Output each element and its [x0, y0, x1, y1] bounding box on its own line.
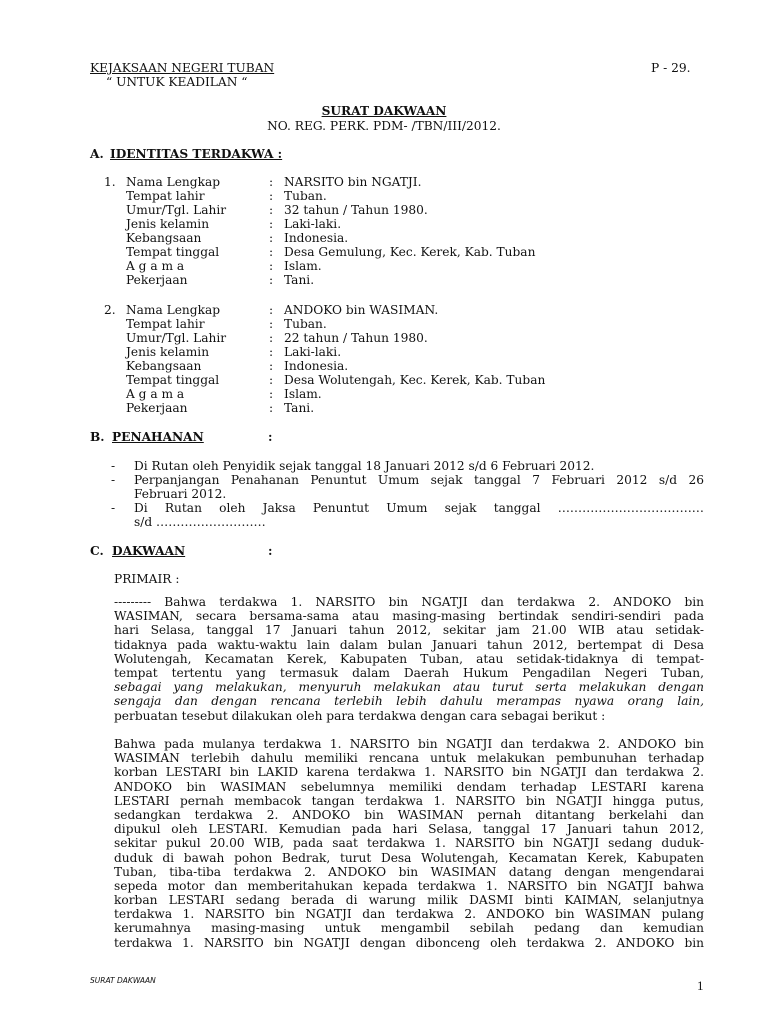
- field-colon: :: [269, 401, 274, 415]
- field-label: Nama Lengkap: [126, 303, 221, 317]
- list-bullet: -: [111, 501, 116, 515]
- paragraph-line: korban LESTARI bin LAKID karena terdakwa 1. NARSITO bin NGATJI dan terdakwa 2.: [114, 765, 704, 780]
- field-value: Indonesia.: [284, 359, 349, 373]
- form-code: P - 29.: [651, 61, 691, 75]
- office-motto: “ UNTUK KEADILAN “: [106, 75, 248, 89]
- field-value: ANDOKO bin WASIMAN.: [284, 303, 439, 317]
- field-label: Pekerjaan: [126, 401, 188, 415]
- detention-item: Perpanjangan Penahanan Penuntut Umum sejak tanggal 7 Februari 2012 s/d 26: [134, 473, 704, 487]
- section-a-letter: A.: [90, 147, 104, 161]
- field-label: Tempat lahir: [126, 189, 205, 203]
- office-name: KEJAKSAAN NEGERI TUBAN: [90, 61, 275, 75]
- paragraph-line: sebagai yang melakukan, menyuruh melakukan atau turut serta melakukan dengan: [114, 680, 704, 695]
- indictment-paragraph-1: [114, 595, 704, 723]
- paragraph-line: korban LESTARI sedang berada di warung milik DASMI binti KAIMAN, selanjutnya: [114, 893, 704, 908]
- field-value: Tani.: [284, 273, 315, 287]
- field-colon: :: [269, 387, 274, 401]
- defendant-row: [0, 273, 768, 287]
- field-label: Umur/Tgl. Lahir: [126, 331, 227, 345]
- section-c-letter: C.: [90, 544, 104, 558]
- defendant-row: [0, 317, 768, 331]
- defendant-row: [0, 387, 768, 401]
- list-bullet: -: [111, 473, 116, 487]
- paragraph-line: kerumahnya masing-masing untuk mengambil sebilah pedang dan kemudian: [114, 921, 704, 936]
- detention-item: Di Rutan oleh Penyidik sejak tanggal 18 Januari 2012 s/d 6 Februari 2012.: [134, 459, 595, 473]
- defendant-number: 1.: [104, 175, 116, 189]
- section-c-colon: :: [268, 544, 273, 558]
- paragraph-line: tempat tertentu yang termasuk dalam Daerah Hukum Pengadilan Negeri Tuban,: [114, 665, 704, 680]
- paragraph-line: terdakwa 1. NARSITO bin NGATJI dan terdakwa 2. ANDOKO bin WASIMAN pulang: [114, 907, 704, 922]
- indictment-paragraph-2: [114, 737, 704, 950]
- paragraph-line: Wolutengah, Kecamatan Kerek, Kabupaten Tuban, atau setidak-tidaknya di tempat-: [114, 651, 704, 666]
- section-b-letter: B.: [90, 430, 105, 444]
- paragraph-line: hari Selasa, tanggal 17 Januari tahun 2012, sekitar jam 21.00 WIB atau setidak-: [114, 623, 704, 638]
- detention-item: Di Rutan oleh Jaksa Penuntut Umum sejak tanggal ………………………………: [134, 501, 704, 515]
- field-value: NARSITO bin NGATJI.: [284, 175, 422, 189]
- paragraph-line: terdakwa 1. NARSITO bin NGATJI dengan dibonceng oleh terdakwa 2. ANDOKO bin: [114, 935, 704, 950]
- field-label: Pekerjaan: [126, 273, 188, 287]
- field-colon: :: [269, 259, 274, 273]
- field-colon: :: [269, 331, 274, 345]
- defendant-row: [0, 331, 768, 345]
- paragraph-line: ANDOKO bin WASIMAN sebelumnya memiliki dendam terhadap LESTARI karena: [114, 779, 704, 794]
- paragraph-line: sepeda motor dan memberitahukan kepada terdakwa 1. NARSITO bin NGATJI bahwa: [114, 878, 704, 893]
- field-colon: :: [269, 217, 274, 231]
- defendant-row: [0, 245, 768, 259]
- paragraph-line: Bahwa pada mulanya terdakwa 1. NARSITO bin NGATJI dan terdakwa 2. ANDOKO bin: [114, 737, 704, 751]
- defendant-row: [0, 203, 768, 217]
- paragraph-line: perbuatan tesebut dilakukan oleh para terdakwa dengan cara sebagai berikut :: [114, 708, 606, 723]
- field-label: A g a m a: [126, 387, 185, 401]
- field-label: Kebangsaan: [126, 231, 202, 245]
- field-value: Tuban.: [284, 189, 327, 203]
- detention-item-continuation: s/d ………………………: [134, 515, 266, 529]
- field-value: Islam.: [284, 259, 322, 273]
- field-colon: :: [269, 231, 274, 245]
- field-colon: :: [269, 317, 274, 331]
- field-label: Nama Lengkap: [126, 175, 221, 189]
- paragraph-line: sengaja dan dengan rencana terlebih lebih dahulu merampas nyawa orang lain,: [114, 694, 704, 709]
- defendant-row: [0, 373, 768, 387]
- defendant-row: [0, 303, 768, 317]
- defendant-number: 2.: [104, 303, 116, 317]
- field-value: Desa Wolutengah, Kec. Kerek, Kab. Tuban: [284, 373, 546, 387]
- registration-number: NO. REG. PERK. PDM- /TBN/III/2012.: [267, 119, 501, 133]
- field-label: Tempat tinggal: [126, 245, 220, 259]
- field-label: Kebangsaan: [126, 359, 202, 373]
- field-label: Tempat tinggal: [126, 373, 220, 387]
- paragraph-line: dipukul oleh LESTARI. Kemudian pada hari Selasa, tanggal 17 Januari tahun 2012,: [114, 822, 704, 837]
- field-value: 22 tahun / Tahun 1980.: [284, 331, 428, 345]
- paragraph-line: Tuban, tiba-tiba terdakwa 2. ANDOKO bin WASIMAN datang dengan mengendarai: [114, 864, 704, 879]
- field-value: Laki-laki.: [284, 345, 342, 359]
- field-label: A g a m a: [126, 259, 185, 273]
- paragraph-line: WASIMAN terlebih dahulu memiliki rencana untuk melakukan pembunuhan terhadap: [114, 751, 704, 766]
- defendant-row: [0, 217, 768, 231]
- field-value: Tuban.: [284, 317, 327, 331]
- detention-item-continuation: Februari 2012.: [134, 487, 227, 501]
- section-c-heading: DAKWAAN: [112, 544, 186, 558]
- field-value: 32 tahun / Tahun 1980.: [284, 203, 428, 217]
- page-number: 1: [697, 978, 704, 993]
- field-label: Jenis kelamin: [126, 345, 210, 359]
- document-title: SURAT DAKWAAN: [321, 104, 447, 118]
- defendant-row: [0, 345, 768, 359]
- field-colon: :: [269, 273, 274, 287]
- paragraph-line: sedangkan terdakwa 2. ANDOKO bin WASIMAN pernah ditantang berkelahi dan: [114, 807, 704, 822]
- field-label: Umur/Tgl. Lahir: [126, 203, 227, 217]
- field-colon: :: [269, 303, 274, 317]
- list-bullet: -: [111, 459, 116, 473]
- field-colon: :: [269, 203, 274, 217]
- paragraph-line: sekitar pukul 20.00 WIB, pada saat terdakwa 1. NARSITO bin NGATJI sedang duduk-: [114, 836, 704, 851]
- field-colon: :: [269, 345, 274, 359]
- defendant-row: [0, 359, 768, 373]
- defendant-row: [0, 231, 768, 245]
- field-value: Indonesia.: [284, 231, 349, 245]
- field-colon: :: [269, 373, 274, 387]
- field-colon: :: [269, 245, 274, 259]
- paragraph-line: LESTARI pernah membacok tangan terdakwa 1. NARSITO bin NGATJI hingga putus,: [114, 793, 704, 808]
- defendant-row: [0, 401, 768, 415]
- field-colon: :: [269, 189, 274, 203]
- field-value: Tani.: [284, 401, 315, 415]
- paragraph-line: tidaknya pada waktu-waktu lain dalam bulan Januari tahun 2012, bertempat di Desa: [114, 637, 704, 652]
- section-a-heading: IDENTITAS TERDAKWA :: [110, 147, 283, 161]
- paragraph-line: WASIMAN, secara bersama-sama atau masing-masing bertindak sendiri-sendiri pada: [114, 609, 704, 624]
- field-value: Laki-laki.: [284, 217, 342, 231]
- field-label: Tempat lahir: [126, 317, 205, 331]
- field-value: Desa Gemulung, Kec. Kerek, Kab. Tuban: [284, 245, 536, 259]
- paragraph-line: --------- Bahwa terdakwa 1. NARSITO bin NGATJI dan terdakwa 2. ANDOKO bin: [114, 595, 704, 609]
- defendant-row: [0, 259, 768, 273]
- defendant-row: [0, 189, 768, 203]
- footer-label: SURAT DAKWAAN: [90, 976, 156, 985]
- section-b-colon: :: [268, 430, 273, 444]
- field-value: Islam.: [284, 387, 322, 401]
- paragraph-line: duduk di bawah pohon Bedrak, turut Desa Wolutengah, Kecamatan Kerek, Kabupaten: [114, 850, 704, 865]
- field-label: Jenis kelamin: [126, 217, 210, 231]
- section-b-heading: PENAHANAN: [112, 430, 204, 444]
- field-colon: :: [269, 175, 274, 189]
- defendant-row: [0, 175, 768, 189]
- primair-label: PRIMAIR :: [114, 572, 180, 586]
- field-colon: :: [269, 359, 274, 373]
